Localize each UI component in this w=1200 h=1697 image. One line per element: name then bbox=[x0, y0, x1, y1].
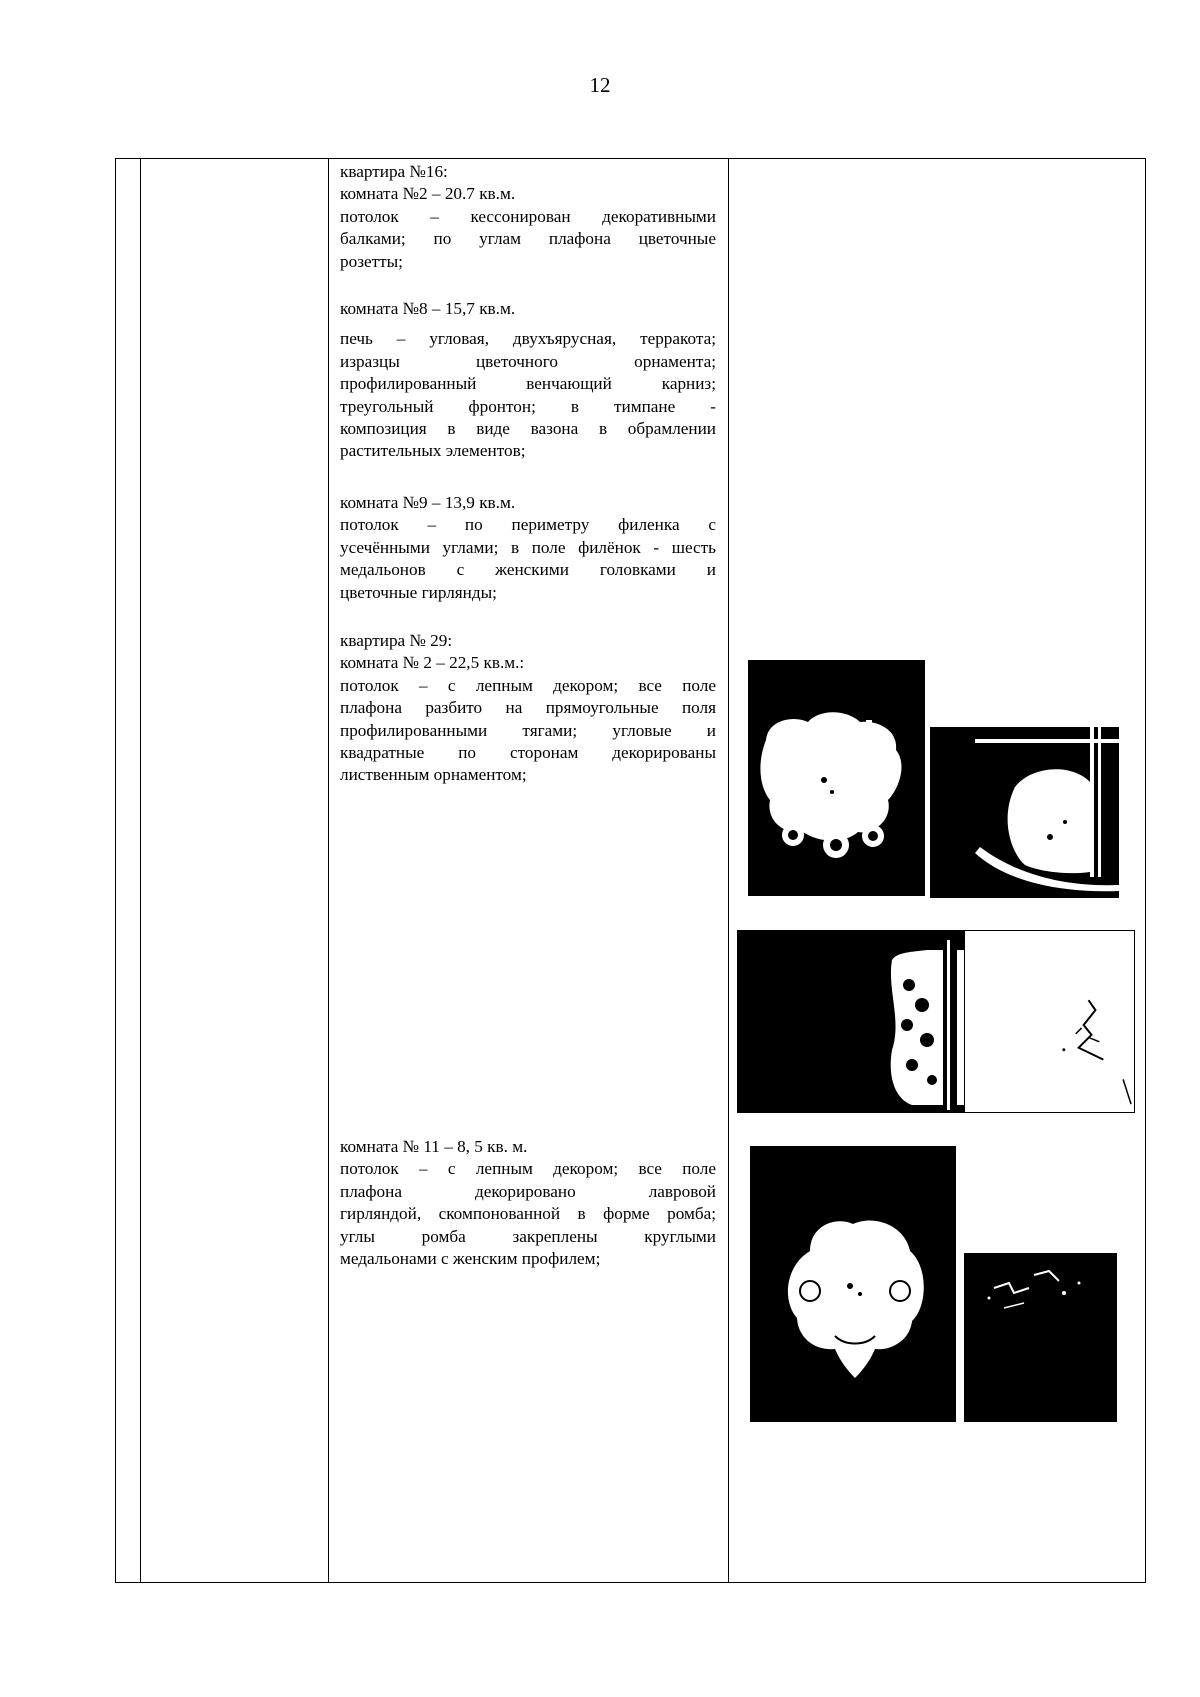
room-description-line: медальонов с женскими головками и bbox=[340, 560, 716, 580]
ceiling-detail-photo bbox=[964, 1253, 1117, 1422]
room-description-line: балками; по углам плафона цветочные bbox=[340, 229, 716, 249]
apartment-heading: квартира № 29: bbox=[340, 631, 453, 650]
room-description-line: профилированными тягами; угловые и bbox=[340, 720, 716, 740]
room-description-line: изразцы цветочного орнамента; bbox=[340, 351, 716, 371]
room-description-line: потолок – с лепным декором; все поле bbox=[340, 675, 716, 695]
room-8-block bbox=[340, 298, 716, 463]
room-description-line: усечёнными углами; в поле филёнок - шесть bbox=[340, 537, 716, 557]
room-title: комната №8 – 15,7 кв.м. bbox=[340, 299, 516, 318]
room-description-line: цветочные гирлянды; bbox=[340, 582, 497, 602]
room-description-line: плафона декорировано лавровой bbox=[340, 1181, 716, 1201]
stucco-frieze-photo bbox=[737, 930, 965, 1113]
room-description-line: растительных элементов; bbox=[340, 441, 526, 461]
room-description-line: гирляндой, скомпонованной в форме ромба; bbox=[340, 1204, 716, 1224]
room-description-line: потолок – кессонирован декоративными bbox=[340, 206, 716, 226]
column-divider-2 bbox=[328, 159, 329, 1582]
room-9-block bbox=[340, 492, 716, 604]
room-title: комната № 11 – 8, 5 кв. м. bbox=[340, 1137, 528, 1156]
medallion-photo bbox=[750, 1146, 956, 1422]
room-description-line: потолок – по периметру филенка с bbox=[340, 515, 716, 535]
column-divider-1 bbox=[140, 159, 141, 1582]
room-title: комната №9 – 13,9 кв.м. bbox=[340, 493, 516, 512]
room-description-line: квадратные по сторонам декорированы bbox=[340, 743, 716, 763]
room-description-line: профилированный венчающий карниз; bbox=[340, 374, 716, 394]
column-divider-3 bbox=[728, 159, 729, 1582]
room-description-line: композиция в виде вазона в обрамлении bbox=[340, 419, 716, 439]
room-description-line: треугольный фронтон; в тимпане - bbox=[340, 396, 716, 416]
page-number: 12 bbox=[589, 73, 611, 97]
room-description-line: потолок – с лепным декором; все поле bbox=[340, 1159, 716, 1179]
room-11-block bbox=[340, 1136, 716, 1270]
room-description-line: углы ромба закреплены круглыми bbox=[340, 1226, 716, 1246]
room-description-line: медальонами с женским профилем; bbox=[340, 1249, 601, 1269]
ceiling-rosette-photo bbox=[748, 660, 925, 896]
room-title: комната №2 – 20.7 кв.м. bbox=[340, 184, 516, 204]
apartment-16-block bbox=[340, 161, 716, 273]
apartment-29-block bbox=[340, 630, 716, 787]
room-description-line: печь – угловая, двухъярусная, терракота; bbox=[340, 329, 716, 349]
room-description-line: розетты; bbox=[340, 251, 403, 271]
ceiling-crack-photo bbox=[964, 930, 1135, 1113]
room-title: комната № 2 – 22,5 кв.м.: bbox=[340, 653, 525, 673]
room-description-line: плафона разбито на прямоугольные поля bbox=[340, 698, 716, 718]
description-column bbox=[340, 158, 716, 1558]
ceiling-corner-photo bbox=[930, 727, 1119, 898]
room-description-line: лиственным орнаментом; bbox=[340, 765, 527, 785]
apartment-heading: квартира №16: bbox=[340, 162, 448, 181]
